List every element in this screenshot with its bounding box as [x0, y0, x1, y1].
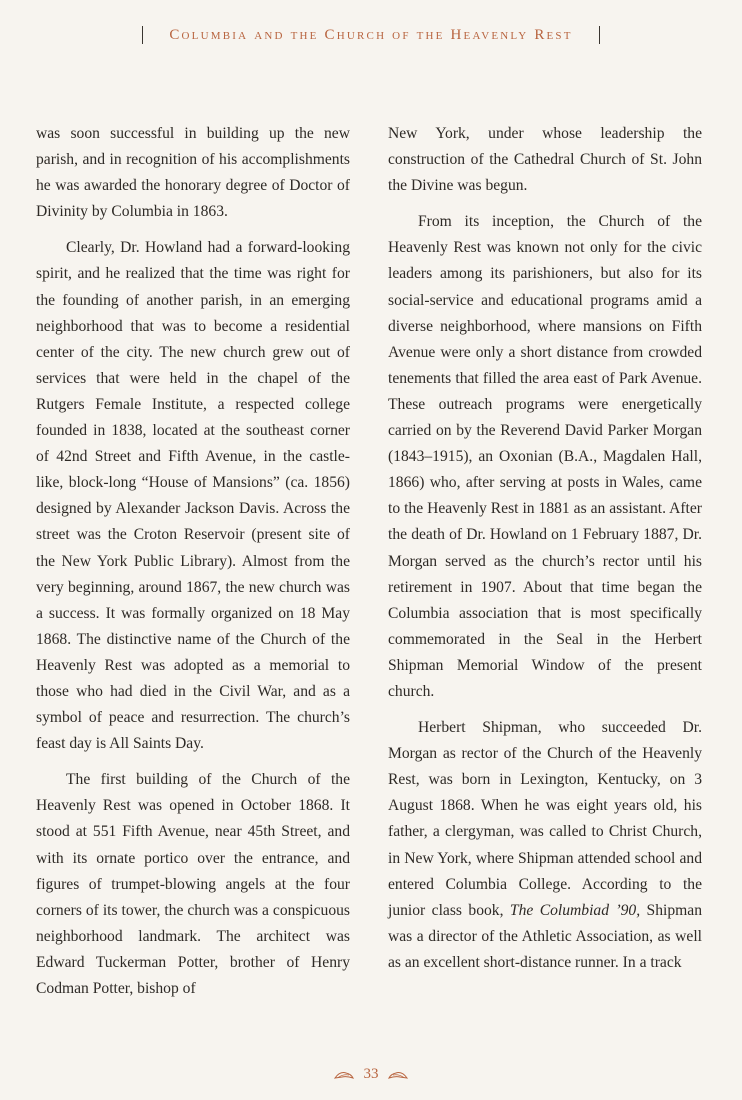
- running-header: [0, 26, 742, 44]
- leaf-ornament-icon: [388, 1070, 408, 1080]
- paragraph: From its inception, the Church of the Heavenly Rest was known not only for the civic leaders among its parishioners, but also for its social-service and educational programs amid a diverse neighborhood, where mansions on Fifth Avenue were only a short distance from crowded tenements that filled the area east of Park Avenue. These outreach programs were energetically carried on by the Reverend David Parker Morgan (1843–1915), an Oxonian (B.A., Magdalen Hall, 1866) who, after serving at posts in Wales, came to the Heavenly Rest in 1881 as an assistant. After the death of Dr. Howland on 1 February 1887, Dr. Morgan served as the church’s rector until his retirement in 1907. About that time began the Columbia association that is most specifically commemorated in the Seal in the Herbert Shipman Memorial Window of the present church.: [388, 213, 702, 700]
- book-title: The Columbiad ’90,: [509, 901, 641, 919]
- right-column: [388, 121, 702, 986]
- paragraph: The first building of the Church of the Heavenly Rest was opened in October 1868. It stood at 551 Fifth Avenue, near 45th Street, and with its ornate portico over the entrance, and figures of trumpet-blowing angels at the four corners of its tower, the church was a conspicuous neighborhood landmark. The architect was Edward Tuckerman Potter, brother of Henry Codman Potter, bishop of: [36, 771, 350, 997]
- page-number: 33: [363, 1066, 379, 1083]
- paragraph: New York, under whose leadership the construction of the Cathedral Church of St. John the Divine was begun.: [388, 125, 702, 195]
- paragraph-text: Shipman was a director of the Athletic Association, as well as an excellent short-distance runner. In a track: [388, 901, 703, 971]
- paragraph: was soon successful in building up the new parish, and in recognition of his accomplishments he was awarded the honorary degree of Doctor of Divinity by Columbia in 1863.: [36, 125, 350, 221]
- running-title: Columbia and the Church of the Heavenly Rest: [169, 26, 573, 43]
- paragraph-text: Herbert Shipman, who succeeded Dr. Morgan as rector of the Church of the Heavenly Rest, was born in Lexington, Kentucky, on 3 August 1868. When he was eight years old, his father, a clergyman, was called to Christ Church, in New York, where Shipman attended school and entered Columbia College. According to the junior class book,: [388, 719, 702, 919]
- paragraph: Clearly, Dr. Howland had a forward-looking spirit, and he realized that the time was right for the founding of another parish, in an emerging neighborhood that was to become a residential center of the city. The new church grew out of services that were held in the chapel of the Rutgers Female Institute, a respected college founded in 1838, located at the southeast corner of 42nd Street and Fifth Avenue, in the castle-like, block-long “House of Mansions” (ca. 1856) designed by Alexander Jackson Davis. Across the street was the Croton Reservoir (present site of the New York Public Library). Almost from the very beginning, around 1867, the new church was a success. It was formally organized on 18 May 1868. The distinctive name of the Church of the Heavenly Rest was adopted as a memorial to those who had died in the Civil War, and as a symbol of peace and resurrection. The church’s feast day is All Saints Day.: [36, 239, 350, 753]
- header-rule-right: [599, 26, 600, 44]
- header-rule-left: [142, 26, 143, 44]
- paragraph: [388, 715, 702, 976]
- left-column: [36, 121, 350, 1012]
- page-footer: [0, 1066, 742, 1083]
- leaf-ornament-icon: [334, 1070, 354, 1080]
